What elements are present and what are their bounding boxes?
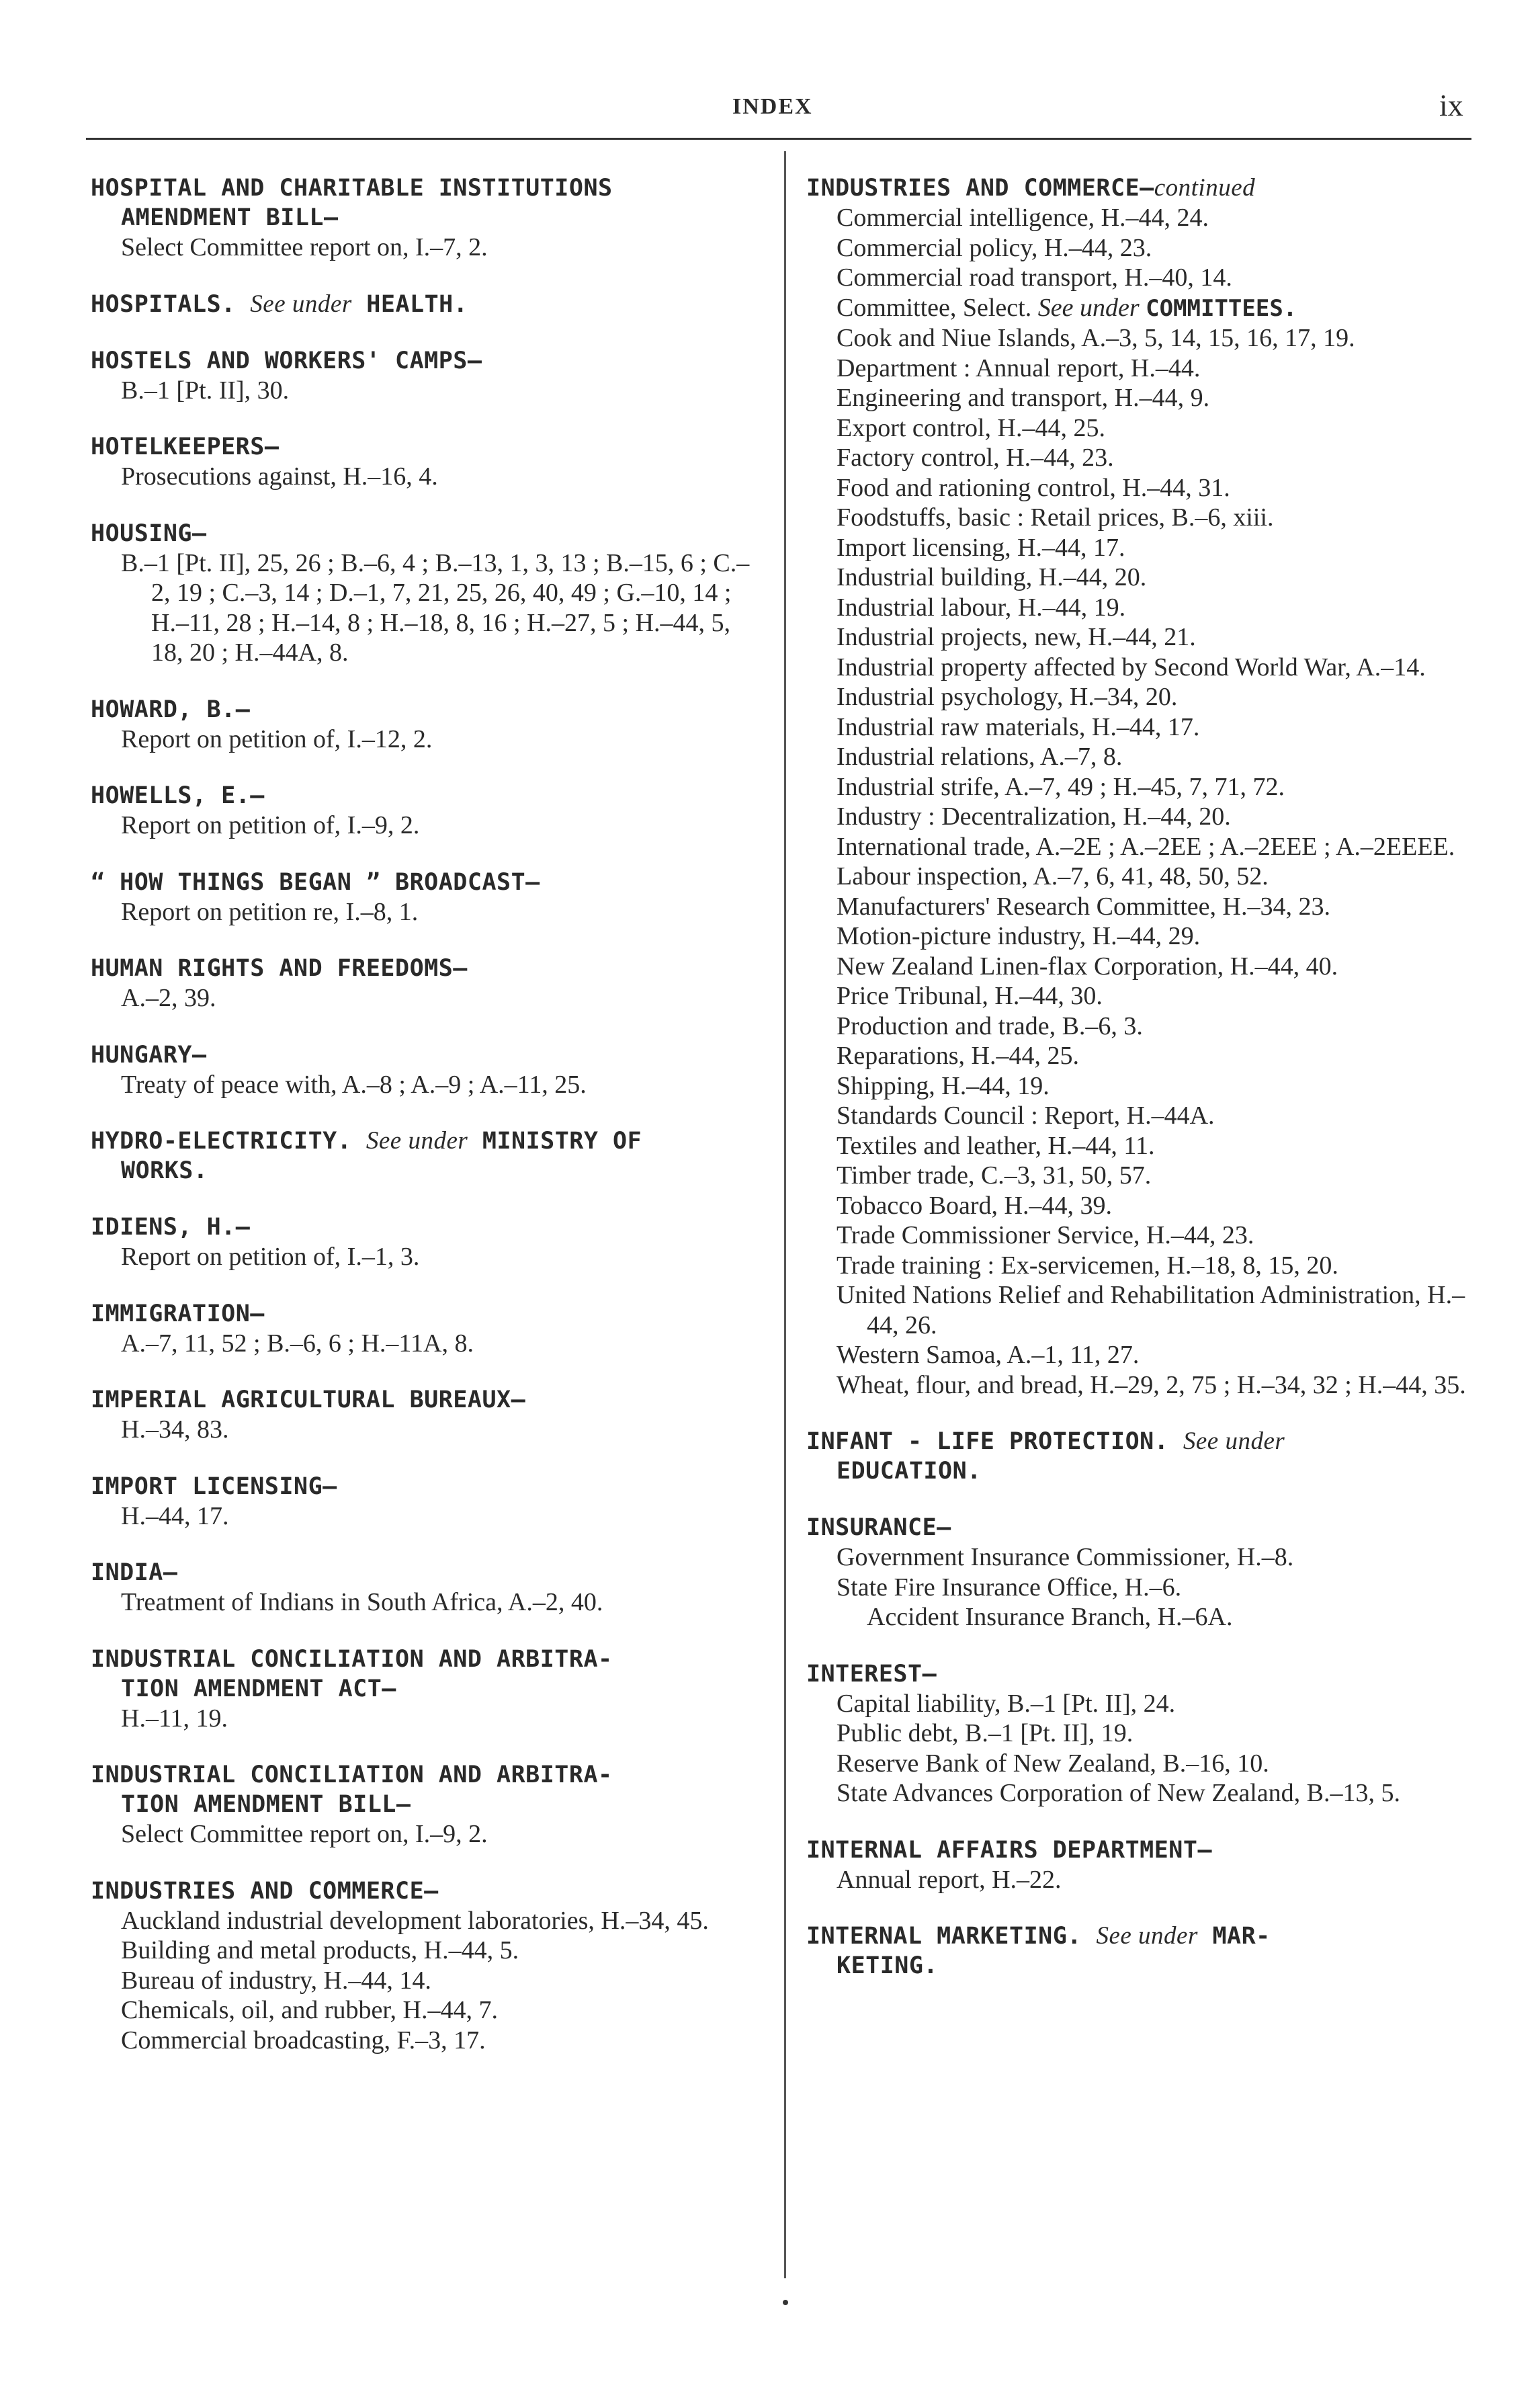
index-entry	[806, 1921, 1478, 1981]
entry-ref: Export control, H.–44, 25.	[837, 413, 1106, 442]
entry-ref: Select Committee report on, I.–9, 2.	[121, 1820, 488, 1848]
header-rule	[86, 138, 1471, 140]
right-column	[806, 173, 1478, 2007]
entry-ref: A.–2, 39.	[121, 984, 216, 1012]
entry-ref: Chemicals, oil, and rubber, H.–44, 7.	[121, 1996, 498, 2024]
entry-ref: Industrial projects, new, H.–44, 21.	[837, 623, 1196, 651]
entry-ref: Manufacturers' Research Committee, H.–34, 23.	[837, 892, 1330, 921]
entry-heading: HOSTELS AND WORKERS' CAMPS—	[91, 347, 482, 374]
column-divider	[784, 151, 786, 2278]
entry-ref: Industrial building, H.–44, 20.	[837, 563, 1147, 591]
entry-ref: Capital liability, B.–1 [Pt. II], 24.	[837, 1689, 1176, 1718]
index-entry	[91, 1126, 763, 1186]
index-entry	[806, 1659, 1478, 1809]
entry-ref: Western Samoa, A.–1, 11, 27.	[837, 1341, 1140, 1369]
entry-ref: Shipping, H.–44, 19.	[837, 1071, 1050, 1100]
entry-ref: Standards Council : Report, H.–44A.	[837, 1102, 1215, 1130]
index-entry	[91, 346, 763, 406]
index-entry	[91, 1212, 763, 1272]
index-entry	[91, 781, 763, 841]
entry-ref: Reserve Bank of New Zealand, B.–16, 10.	[837, 1749, 1269, 1778]
entry-heading: INDUSTRIAL CONCILIATION AND ARBITRA- TION AMENDMENT ACT—	[91, 1645, 613, 1702]
entry-ref: Commercial policy, H.–44, 23.	[837, 233, 1152, 262]
entry-ref: Tobacco Board, H.–44, 39.	[837, 1191, 1112, 1220]
index-entry	[91, 1299, 763, 1359]
index-entry	[91, 1472, 763, 1532]
index-entry	[91, 290, 763, 319]
entry-ref: Department : Annual report, H.–44.	[837, 354, 1201, 382]
entry-ref: Commercial road transport, H.–40, 14.	[837, 263, 1232, 292]
entry-ref: Motion-picture industry, H.–44, 29.	[837, 922, 1201, 950]
entry-ref: Industrial raw materials, H.–44, 17.	[837, 712, 1200, 741]
entry-ref: H.–11, 19.	[121, 1704, 228, 1733]
entry-ref: Trade training : Ex-servicemen, H.–18, 8, 15, 20.	[837, 1251, 1338, 1280]
page-header	[0, 0, 1540, 148]
entry-ref: Annual report, H.–22.	[837, 1865, 1062, 1894]
entry-heading: HOSPITALS. See under HEALTH.	[91, 290, 468, 318]
entry-ref: Engineering and transport, H.–44, 9.	[837, 384, 1210, 412]
entry-subref: Accident Insurance Branch, H.–6A.	[867, 1603, 1233, 1631]
entry-ref: H.–34, 83.	[121, 1415, 229, 1444]
entry-ref: B.–1 [Pt. II], 25, 26 ; B.–6, 4 ; B.–13, 1, 3, 13 ; B.–15, 6 ; C.–2, 19 ; C.–3, 14 ; D.–1, 7, 21, 25, 26, 40, 49 ; G.–10, 14 ; H.–11, 28 ; H.–14, 8 ; H.–18, 8, 16 ; H.–27, 5 ; H.–44, 5, 18, 20 ; H.–44A, 8.	[121, 548, 750, 667]
entry-heading: INDUSTRIES AND COMMERCE—	[91, 1877, 439, 1905]
entry-ref: Industrial psychology, H.–34, 20.	[837, 683, 1178, 711]
entry-ref: Industry : Decentralization, H.–44, 20.	[837, 802, 1231, 831]
index-entry	[91, 954, 763, 1013]
entry-ref: Building and metal products, H.–44, 5.	[121, 1936, 519, 1964]
entry-ref: Food and rationing control, H.–44, 31.	[837, 473, 1230, 502]
entry-ref: A.–7, 11, 52 ; B.–6, 6 ; H.–11A, 8.	[121, 1329, 474, 1358]
entry-heading: HOWARD, B.—	[91, 696, 251, 723]
entry-ref: Report on petition of, I.–12, 2.	[121, 724, 433, 753]
entry-ref: Report on petition of, I.–1, 3.	[121, 1243, 420, 1271]
entry-heading: INTERNAL MARKETING. See under MAR- KETING.	[806, 1922, 1271, 1979]
entry-heading: HOTELKEEPERS—	[91, 433, 280, 460]
entry-heading: INTERNAL AFFAIRS DEPARTMENT—	[806, 1836, 1213, 1864]
entry-heading: IMPERIAL AGRICULTURAL BUREAUX—	[91, 1386, 526, 1413]
entry-ref: Price Tribunal, H.–44, 30.	[837, 982, 1103, 1010]
index-entry-continued	[806, 173, 1478, 1400]
entry-ref: Timber trade, C.–3, 31, 50, 57.	[837, 1161, 1152, 1190]
index-entry	[806, 1513, 1478, 1632]
entry-ref: Government Insurance Commissioner, H.–8.	[837, 1543, 1294, 1571]
entry-ref: State Fire Insurance Office, H.–6.	[837, 1573, 1182, 1602]
index-entry	[91, 868, 763, 927]
entry-ref: Foodstuffs, basic : Retail prices, B.–6, xiii.	[837, 503, 1274, 532]
entry-ref: Treatment of Indians in South Africa, A.–2, 40.	[121, 1588, 603, 1616]
entry-heading: HUMAN RIGHTS AND FREEDOMS—	[91, 955, 468, 982]
index-entry	[91, 519, 763, 668]
entry-heading: INDUSTRIAL CONCILIATION AND ARBITRA- TION AMENDMENT BILL—	[91, 1761, 613, 1818]
index-entry	[91, 1385, 763, 1445]
entry-heading: INDIA—	[91, 1559, 178, 1586]
index-entry	[91, 1645, 763, 1734]
entry-ref: Report on petition of, I.–9, 2.	[121, 811, 420, 839]
entry-heading: INTEREST—	[806, 1660, 937, 1688]
index-entry	[806, 1835, 1478, 1895]
index-entry	[91, 695, 763, 755]
entry-ref: Trade Commissioner Service, H.–44, 23.	[837, 1221, 1254, 1249]
entry-ref: Commercial intelligence, H.–44, 24.	[837, 204, 1209, 232]
entry-ref: Textiles and leather, H.–44, 11.	[837, 1131, 1155, 1160]
entry-ref: Factory control, H.–44, 23.	[837, 444, 1114, 472]
entry-ref: Treaty of peace with, A.–8 ; A.–9 ; A.–11, 25.	[121, 1070, 587, 1099]
index-entry	[91, 1558, 763, 1618]
entry-heading: INSURANCE—	[806, 1514, 951, 1541]
page-number: ix	[1439, 88, 1463, 122]
entry-ref: Reparations, H.–44, 25.	[837, 1042, 1079, 1070]
entry-heading: HUNGARY—	[91, 1041, 207, 1069]
entry-heading: HOWELLS, E.—	[91, 782, 265, 809]
entry-ref: Prosecutions against, H.–16, 4.	[121, 462, 438, 491]
entry-ref: Auckland industrial development laboratories, H.–34, 45.	[121, 1906, 709, 1935]
entry-ref: Wheat, flour, and bread, H.–29, 2, 75 ; H.–34, 32 ; H.–44, 35.	[837, 1370, 1466, 1399]
entry-ref: Select Committee report on, I.–7, 2.	[121, 233, 488, 261]
entry-ref: Import licensing, H.–44, 17.	[837, 533, 1125, 562]
index-entry	[91, 1876, 763, 2056]
entry-heading: INFANT - LIFE PROTECTION. See under EDUCATION.	[806, 1427, 1285, 1485]
entry-heading: INDUSTRIES AND COMMERCE—continued	[806, 174, 1256, 202]
entry-ref: State Advances Corporation of New Zealand, B.–13, 5.	[837, 1779, 1400, 1807]
entry-heading: IMPORT LICENSING—	[91, 1472, 337, 1500]
entry-heading: HYDRO-ELECTRICITY. See under MINISTRY OF WORKS.	[91, 1127, 642, 1184]
entry-ref: United Nations Relief and Rehabilitation Administration, H.–44, 26.	[837, 1281, 1465, 1339]
entry-ref: Public debt, B.–1 [Pt. II], 19.	[837, 1719, 1133, 1747]
left-column	[91, 173, 763, 2082]
entry-heading: HOSPITAL AND CHARITABLE INSTITUTIONS AMENDMENT BILL—	[91, 175, 613, 231]
entry-ref: Bureau of industry, H.–44, 14.	[121, 1966, 431, 1995]
entry-ref: B.–1 [Pt. II], 30.	[121, 376, 290, 405]
index-entry	[91, 173, 763, 263]
index-entry	[806, 1427, 1478, 1486]
entry-ref: Committee, Select. See under COMMITTEES.	[837, 293, 1297, 322]
entry-ref: Industrial strife, A.–7, 49 ; H.–45, 7, 71, 72.	[837, 772, 1285, 801]
entry-ref: Labour inspection, A.–7, 6, 41, 48, 50, 52.	[837, 862, 1269, 890]
entry-heading: HOUSING—	[91, 520, 207, 547]
entry-ref: New Zealand Linen-flax Corporation, H.–44, 40.	[837, 952, 1338, 981]
index-entry	[91, 432, 763, 492]
entry-ref: Cook and Niue Islands, A.–3, 5, 14, 15, 16, 17, 19.	[837, 324, 1355, 352]
entry-heading: IDIENS, H.—	[91, 1214, 251, 1241]
entry-heading: “ HOW THINGS BEGAN ” BROADCAST—	[91, 868, 540, 896]
entry-ref: Industrial property affected by Second World War, A.–14.	[837, 653, 1426, 681]
entry-ref: Industrial relations, A.–7, 8.	[837, 743, 1123, 771]
entry-ref: Production and trade, B.–6, 3.	[837, 1011, 1143, 1040]
entry-ref: H.–44, 17.	[121, 1501, 229, 1530]
entry-ref: Industrial labour, H.–44, 19.	[837, 593, 1126, 622]
entry-heading: IMMIGRATION—	[91, 1300, 265, 1327]
index-entry	[91, 1760, 763, 1850]
running-title: INDEX	[732, 94, 813, 119]
entry-ref: Commercial broadcasting, F.–3, 17.	[121, 2026, 486, 2054]
entry-ref: Report on petition re, I.–8, 1.	[121, 897, 419, 926]
entry-ref: International trade, A.–2E ; A.–2EE ; A.–2EEE ; A.–2EEEE.	[837, 832, 1455, 861]
print-mark	[783, 2300, 788, 2305]
index-entry	[91, 1040, 763, 1100]
